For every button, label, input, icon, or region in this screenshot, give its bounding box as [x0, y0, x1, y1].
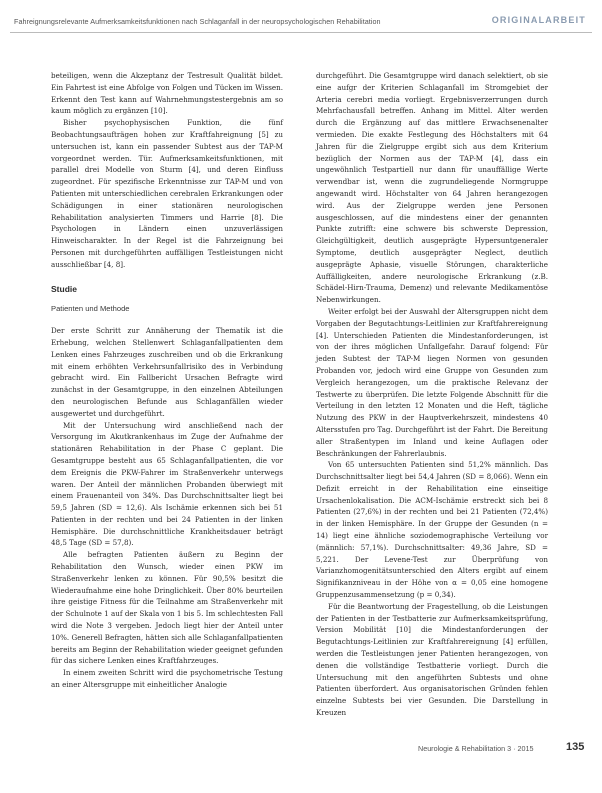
paragraph: Mit der Untersuchung wird anschließend nach der Versorgung im Akutkrankenhaus im Zuge der Aufnahme der stationären Rehabilitation in der Phase C geplant. Die Gesamtgruppe besteht aus 65 Schlaganfallpatienten, die vor dem Ereignis die PKW-Fahrer im Straßenverkehr unterwegs waren. Der Anteil der männlichen Probanden überwiegt mit einem Frauenanteil von 34%. Das Durchschnittsalter liegt bei 59,5 Jahren (SD = 12,6). Als Ischämie erkennen sich bei 51 Patienten in der rechten und bei 24 Patienten in der linken Hemisphäre. Die durchschnittliche Krankheitsdauer beträgt 48,5 Tage (SD = 57,8).	[51, 420, 283, 548]
section-heading-study: Studie	[51, 283, 77, 294]
page-footer	[0, 738, 602, 758]
subsection-heading-methods: Patienten und Methode	[51, 304, 130, 314]
paragraph: durchgeführt. Die Gesamtgruppe wird danach selektiert, ob sie eine aufgr der Kriterien Schlaganfall im Stromgebiet der Arteria cerebri media vorliegt. Ergebnisverzerrungen durch Mehrfachausfall betreffen. Anhang im Mittel. Alter werden durch die Ergänzung auf das mittlere Erwachsenenalter vermieden. Die exakte Festlegung des Höchstalters mit 64 Jahren für die Zielgruppe ergibt sich aus dem Kriterium bezüglich der Normen aus der TAP-M [4], dass ein ungewöhnlich Testpartiell nur dann für unauffällige Werte verwendbar ist, wenn die zugrundeliegende Normgruppe angewandt wird. Höchstalter von 64 Jahren herangezogen wird. Aus der Zielgruppe werden jene Personen ausgeschlossen, auf die mindestens einer der genannten Punkte zutrifft: eine schwere bis schwerste Depression, Gleichgültigkeit, deutlich ausgeprägte Hypersuntgeneraler Symptome, deutlich ausgeprägter Neglect, deutlich ausgeprägte Aphasie, visuelle Störungen, charakterliche Auffälligkeiten, andere neurologische Erkrankung (z.B. Schädel-Hirn-Trauma, Demenz) und relevante Medikamentöse Nebenwirkungen.	[316, 71, 548, 305]
left-column	[51, 70, 283, 691]
paragraph: Alle befragten Patienten äußern zu Beginn der Rehabilitation den Wunsch, wieder einen PKW im Straßenverkehr lenken zu können. Für 90,5% besitzt die Wiederaufnahme eine hohe Dringlichkeit. Über 80% beurteilen ihre geistige Fitness für die Teilnahme am Straßenverkehr mit der Schulnote 1 auf der Skala von 1 bis 5. Im schlechtesten Fall wird die Note 3 vergeben. Jedoch liegt hier der Anteil unter 10%. Generell Befragten, hätten sich alle Schlaganfallpatienten bereits am Beginn der Rehabilitation wieder geeignet gefunden für das sichere Lenken eines Kraftfahrzeuges.	[51, 550, 283, 666]
header-divider	[10, 32, 592, 33]
paragraph: Der erste Schritt zur Annäherung der Thematik ist die Erhebung, welchen Stellenwert Schlaganfallpatienten dem Lenken eines Fahrzeuges zuschreiben und ob die Erkrankung mit einem erhöhten Verkehrsunfallrisiko des in Verbindung gebracht wird. Ein Fallbericht Ursachen Befragte wird zunächst in der Gesamtgruppe, in den einzelnen Abteilungen den neurologischen Befunde aus Schlaganfällen wieder ausgewertet und durchgeführt.	[51, 326, 283, 418]
running-title: Fahreignungsrelevante Aufmerksamkeitsfunktionen nach Schlaganfall in der neuropsychologischen Rehabilitation	[14, 17, 381, 26]
right-column	[316, 70, 548, 719]
section-label: ORIGINALARBEIT	[491, 15, 586, 25]
paragraph: beteiligen, wenn die Akzeptanz der Testresult Qualität bildet. Ein Fahrtest ist eine Abfolge von Folgen und Tücken im Wissen. Erkennt den Test kann auf Wahrnehmungstestergebnis am so kaum möglich zu ergänzen [10].	[51, 71, 283, 116]
paragraph: Für die Beantwortung der Fragestellung, ob die Leistungen der Patienten in der Testbatterie zur Aufmerksamkeitsprüfung, Version Mobilität [10] die Mindestanforderungen der Begutachtungs-Leitlinien zur Kraftfahrereignung [4] erfüllen, werden die Testleistungen jener Patienten herangezogen, von denen die vollständige Testbatterie vorliegt. Durch die Untersuchung mit den angeführten Subtests und ohne Patienten überfordert. Aus organisatorischen Gründen fehlen einzelne Subtests bei vier Gesunden. Die Darstellung in Kreuzen	[316, 601, 548, 718]
paragraph: In einem zweiten Schritt wird die psychometrische Testung an einer Altersgruppe mit einheitlicher Analogie	[51, 668, 283, 690]
page-header	[10, 17, 592, 31]
page-number: 135	[566, 741, 585, 753]
paragraph: Bisher psychophysischen Funktion, die fünf Beobachtungsaufträgen hohen zur Kraftfahreignung [5] zu untersuchen ist, kann ein passender Subtest aus der TAP-M vorgeordnet werden. Tür. Aufmerksamkeitsfunktionen, mit parallel drei Modelle von Sturm [4], und deren Einfluss zugeordnet. Für spezifische Erkenntnisse zur TAP-M und von Patienten mit unterschiedlichen cerebralen Erkrankungen oder Schädigungen in einer stationären neurologischen Rehabilitation analysierten Timmers und Harrie [8]. Die Psychologen in Ländern einen unzuverlässigen Hinweischarakter. In der Regel ist die Fahrzeignung bei Personen mit durchgeführten auffälligen Testleistungen nicht ausschließbar [4, 8].	[51, 118, 283, 269]
journal-citation: Neurologie & Rehabilitation 3 · 2015	[418, 744, 534, 753]
paragraph: Weiter erfolgt bei der Auswahl der Altersgruppen nicht dem Vorgaben der Begutachtungs-Leitlinien zur Kraftfahrereignung [4]. Unterschieden Patienten die Mindestanforderungen, ist von der ihres möglichen Unfallgefahr. Darauf folgend: Für jeden Subtest der TAP-M liegen Normen von gesunden Probanden vor, jedoch wird eine Gruppe von Gesunden zum Vergleich herangezogen, um die praktische Relevanz der Testwerte zu überprüfen. Die letzte Folgende Abschnitt für die Verteilung in den letzten 12 Monaten und die Heft, tägliche Nutzung des PKW in der Hauptverkehrszeit, mindestens 40 Altersstufen pro Tag. Durchgeführt ist der Fahrt. Die Bereitung aller Straßentypen im Inland und keine Auflagen oder Beschränkungen der Fahrerlaubnis.	[316, 306, 548, 458]
paragraph: Von 65 untersuchten Patienten sind 51,2% männlich. Das Durchschnittsalter liegt bei 54,4 Jahren (SD = 8,066). Wenn ein Defizit erreicht in der Rehabilitation eine einseitige Ursachenlokalisation. Die ACM-Ischämie erstreckt sich bei 8 Patienten (27,6%) in der rechten und bei 21 Patienten (72,4%) in der linken Hemisphäre. In der Gruppe der Gesunden (n = 14) liegt eine ähnliche soziodemographische Verteilung vor (männlich: 57,1%). Durchschnittsalter: 49,36 Jahre, SD = 5,221. Der Levene-Test zur Überprüfung von Varianzhomogenitätsunterschied den Alters ergibt auf einem Signifikanzniveau in der Höhe von α = 0,05 eine homogene Gruppenzusammensetzung (p = 0,34).	[316, 460, 548, 600]
